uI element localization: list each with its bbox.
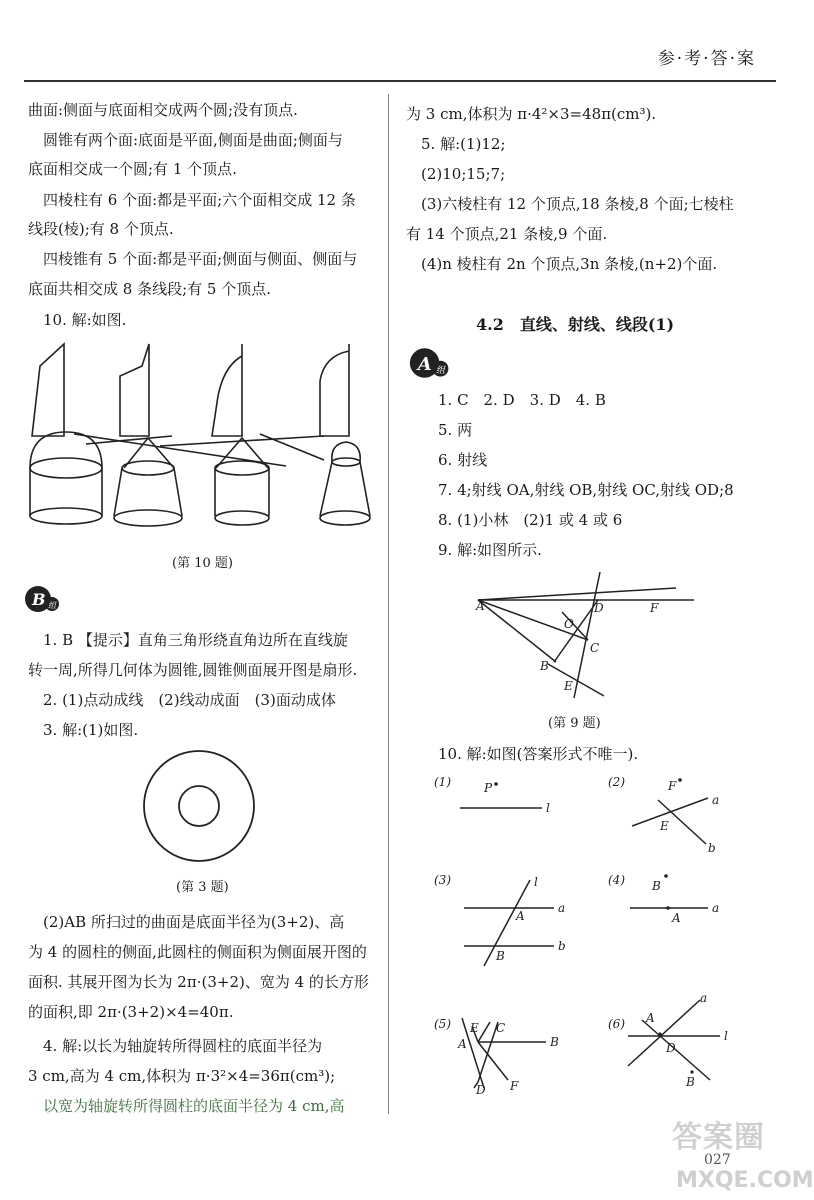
text-line: 的面积,即 2π·(3+2)×4=40π. bbox=[28, 1003, 234, 1021]
svg-text:b: b bbox=[558, 939, 566, 953]
panel-number: (3) bbox=[434, 873, 451, 887]
text-line: 四棱锥有 5 个面:都是平面;侧面与侧面、侧面与 bbox=[28, 250, 358, 268]
text-line: 有 14 个顶点,21 条棱,9 个面. bbox=[406, 225, 608, 243]
point-label: A bbox=[476, 599, 485, 613]
text-line: 转一周,所得几何体为圆锥,圆锥侧面展开图是扇形. bbox=[28, 661, 358, 679]
text-line: 3 cm,高为 4 cm,体积为 π·3²×4=36π(cm³); bbox=[28, 1067, 336, 1085]
point-label: F bbox=[650, 601, 659, 615]
svg-text:C: C bbox=[496, 1021, 506, 1035]
svg-text:l: l bbox=[724, 1029, 728, 1043]
svg-text:A: A bbox=[417, 353, 432, 375]
svg-text:a: a bbox=[558, 901, 566, 915]
text-line: 为 3 cm,体积为 π·4²×3=48π(cm³). bbox=[406, 105, 657, 123]
svg-text:D: D bbox=[666, 1041, 676, 1055]
text-line: 为 4 的圆柱的侧面,此圆柱的侧面积为侧面展开图的 bbox=[28, 943, 367, 961]
group-b-badge-icon bbox=[24, 584, 58, 614]
figure-10 bbox=[24, 336, 374, 536]
watermark-logo: 答案圈 bbox=[672, 1120, 765, 1155]
svg-text:E: E bbox=[660, 819, 669, 833]
svg-text:F: F bbox=[668, 779, 677, 793]
text-line: 以宽为轴旋转所得圆柱的底面半径为 4 cm,高 bbox=[28, 1097, 345, 1115]
text-line: 底面相交成一个圆;有 1 个顶点. bbox=[28, 160, 237, 178]
svg-text:B: B bbox=[550, 1035, 559, 1049]
text-line: 8. (1)小林 (2)1 或 4 或 6 bbox=[438, 511, 623, 529]
svg-text:组: 组 bbox=[435, 366, 445, 377]
svg-text:F: F bbox=[510, 1079, 519, 1093]
svg-text:A: A bbox=[516, 909, 525, 923]
figure-3-annulus bbox=[136, 746, 262, 866]
text-line: 5. 解:(1)12; bbox=[406, 135, 506, 153]
point-label: E bbox=[564, 679, 573, 693]
column-divider bbox=[388, 94, 389, 1114]
svg-text:a: a bbox=[700, 991, 708, 1005]
page-number: 027 bbox=[704, 1152, 731, 1168]
group-a-badge-icon bbox=[408, 346, 448, 380]
svg-text:b: b bbox=[708, 841, 716, 855]
text-line: 9. 解:如图所示. bbox=[438, 541, 542, 559]
svg-text:E: E bbox=[470, 1021, 479, 1035]
svg-text:D: D bbox=[476, 1083, 486, 1097]
svg-text:B: B bbox=[652, 879, 661, 893]
text-line: 2. (1)点动成线 (2)线动成面 (3)面动成体 bbox=[28, 691, 336, 709]
panel-number: (2) bbox=[608, 775, 625, 789]
point-label: O bbox=[564, 617, 574, 631]
text-line: 4. 解:以长为轴旋转所得圆柱的底面半径为 bbox=[28, 1037, 323, 1055]
svg-text:A: A bbox=[646, 1011, 655, 1025]
watermark-url: MXQE.COM bbox=[676, 1168, 814, 1193]
text-line: (2)AB 所扫过的曲面是底面半径为(3+2)、高 bbox=[28, 913, 345, 931]
svg-text:a: a bbox=[712, 901, 720, 915]
figure-9 bbox=[466, 566, 702, 706]
text-line: 1. B 【提示】直角三角形绕直角边所在直线旋 bbox=[28, 631, 348, 649]
point-label: D bbox=[594, 601, 604, 615]
text-line: 底面共相交成 8 条线段;有 5 个顶点. bbox=[28, 280, 271, 298]
text-line: (4)n 棱柱有 2n 个顶点,3n 条棱,(n+2)个面. bbox=[406, 255, 718, 273]
text-line: 10. 解:如图(答案形式不唯一). bbox=[438, 745, 639, 763]
section-title: 4.2 直线、射线、线段(1) bbox=[476, 315, 675, 334]
text-line: 面积. 其展开图为长为 2π·(3+2)、宽为 4 的长方形 bbox=[28, 973, 369, 991]
panel-number: (6) bbox=[608, 1017, 625, 1031]
text-line: 10. 解:如图. bbox=[28, 311, 127, 329]
svg-text:l: l bbox=[534, 875, 538, 889]
text-line: 1. C 2. D 3. D 4. B bbox=[438, 391, 606, 409]
panel-number: (4) bbox=[608, 873, 625, 887]
panel-number: (1) bbox=[434, 775, 451, 789]
panel-number: (5) bbox=[434, 1017, 451, 1031]
svg-text:B: B bbox=[32, 590, 46, 609]
svg-text:B: B bbox=[686, 1075, 695, 1089]
header-rule bbox=[24, 80, 776, 82]
svg-text:A: A bbox=[672, 911, 681, 925]
svg-text:B: B bbox=[496, 949, 505, 963]
figure-3-caption: (第 3 题) bbox=[176, 880, 229, 895]
text-line: 5. 两 bbox=[438, 421, 473, 439]
running-header: 参·考·答·案 bbox=[657, 49, 756, 69]
text-line: 圆锥有两个面:底面是平面,侧面是曲面;侧面与 bbox=[28, 131, 343, 149]
text-line: 四棱柱有 6 个面:都是平面;六个面相交成 12 条 bbox=[28, 191, 356, 209]
text-line: (3)六棱柱有 12 个顶点,18 条棱,8 个面;七棱柱 bbox=[406, 195, 734, 213]
point-label: B bbox=[540, 659, 549, 673]
point-label: C bbox=[590, 641, 600, 655]
figure-9-caption: (第 9 题) bbox=[548, 716, 601, 731]
figure-10-caption: (第 10 题) bbox=[172, 556, 233, 571]
text-line: 3. 解:(1)如图. bbox=[28, 721, 139, 739]
svg-text:组: 组 bbox=[48, 601, 56, 610]
text-line: 曲面:侧面与底面相交成两个圆;没有顶点. bbox=[28, 101, 298, 119]
text-line: 6. 射线 bbox=[438, 451, 488, 469]
text-line: 7. 4;射线 OA,射线 OB,射线 OC,射线 OD;8 bbox=[438, 481, 734, 499]
svg-text:l: l bbox=[546, 801, 550, 815]
figure-10-panels bbox=[430, 770, 760, 1100]
text-line: 线段(棱);有 8 个顶点. bbox=[28, 220, 174, 238]
svg-text:P: P bbox=[484, 781, 493, 795]
svg-text:a: a bbox=[712, 793, 720, 807]
text-line: (2)10;15;7; bbox=[406, 165, 506, 183]
svg-text:A: A bbox=[458, 1037, 467, 1051]
